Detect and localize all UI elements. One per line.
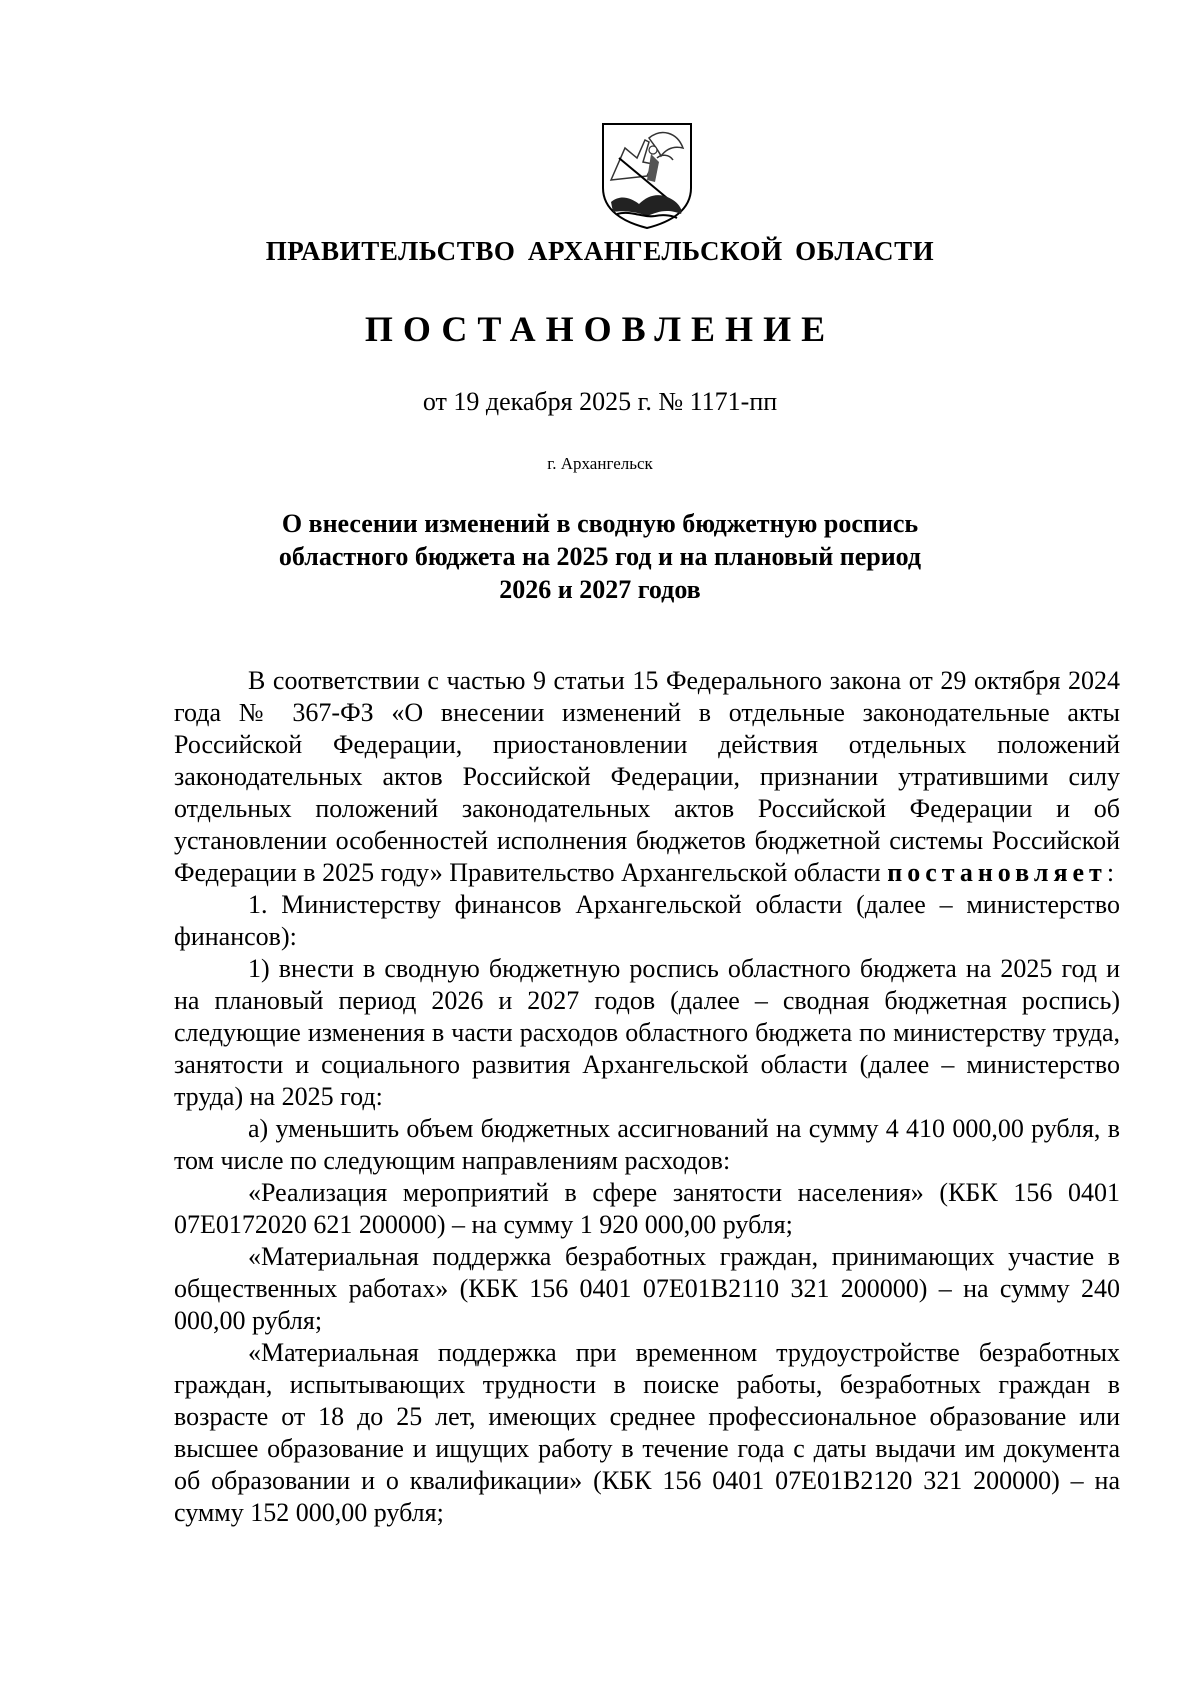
expense-item-temporary-employment: «Материальная поддержка при временном трудоустройстве безработных граждан, испытывающих трудности в поиске работы, безработных граждан в возрасте от 18 до 25 лет, имеющих среднее профессиональное образование или высшее образование и ищущих работу в течение года с даты выдачи им документа об образовании и о квалификации» (КБК 156 0401 07Е01В2120 321 200000) – на сумму 152 000,00 рубля;	[174, 1338, 1120, 1527]
government-name: ПРАВИТЕЛЬСТВО АРХАНГЕЛЬСКОЙ ОБЛАСТИ	[265, 236, 935, 266]
subclause-1-paragraph: 1) внести в сводную бюджетную роспись областного бюджета на 2025 год и на плановый период 2026 и 2027 годов (далее – сводная бюджетная роспись) следующие изменения в части расходов областного бюджета по министерству труда, занятости и социального развития Архангельской области (далее – министерство труда) на 2025 год:	[174, 954, 1120, 1111]
subject-line-3: 2026 и 2027 годов	[499, 575, 701, 604]
document-body	[174, 665, 1120, 1529]
document-city: г. Архангельск	[547, 454, 653, 473]
expense-item-employment: «Реализация мероприятий в сфере занятости населения» (КБК 156 0401 07Е0172020 621 200000) – на сумму 1 920 000,00 рубля;	[174, 1178, 1120, 1239]
preamble-colon: :	[1106, 858, 1115, 887]
archangel-coat-of-arms-icon	[597, 118, 697, 230]
document-date-number: от 19 декабря 2025 г. № 1171-пп	[422, 387, 778, 416]
subject-line-1: О внесении изменений в сводную бюджетную роспись	[281, 509, 919, 538]
document-subject	[0, 507, 1200, 606]
clause-1-paragraph: 1. Министерству финансов Архангельской области (далее – министерство финансов):	[174, 890, 1120, 951]
subject-line-2: областного бюджета на 2025 год и на плановый период	[278, 542, 922, 571]
preamble-text: В соответствии с частью 9 статьи 15 Федерального закона от 29 октября 2024 года № 367-ФЗ «О внесении изменений в отдельные законодательные акты Российской Федерации, приостановлении действия отдельных положений законодательных актов Российской Федерации, признании утратившими силу отдельных положений законодательных актов Российской Федерации и об установлении особенностей исполнения бюджетов бюджетной системы Российской Федерации в 2025 году» Правительство Архангельской области	[174, 666, 1120, 887]
preamble-paragraph	[174, 665, 1120, 889]
resolves-word: постановляет	[887, 858, 1107, 887]
document-type: ПОСТАНОВЛЕНИЕ	[364, 309, 836, 349]
item-a-paragraph: а) уменьшить объем бюджетных ассигнований на сумму 4 410 000,00 рубля, в том числе по следующим направлениям расходов:	[174, 1114, 1120, 1175]
expense-item-public-works: «Материальная поддержка безработных граждан, принимающих участие в общественных работах» (КБК 156 0401 07Е01В2110 321 200000) – на сумму 240 000,00 рубля;	[174, 1242, 1120, 1335]
